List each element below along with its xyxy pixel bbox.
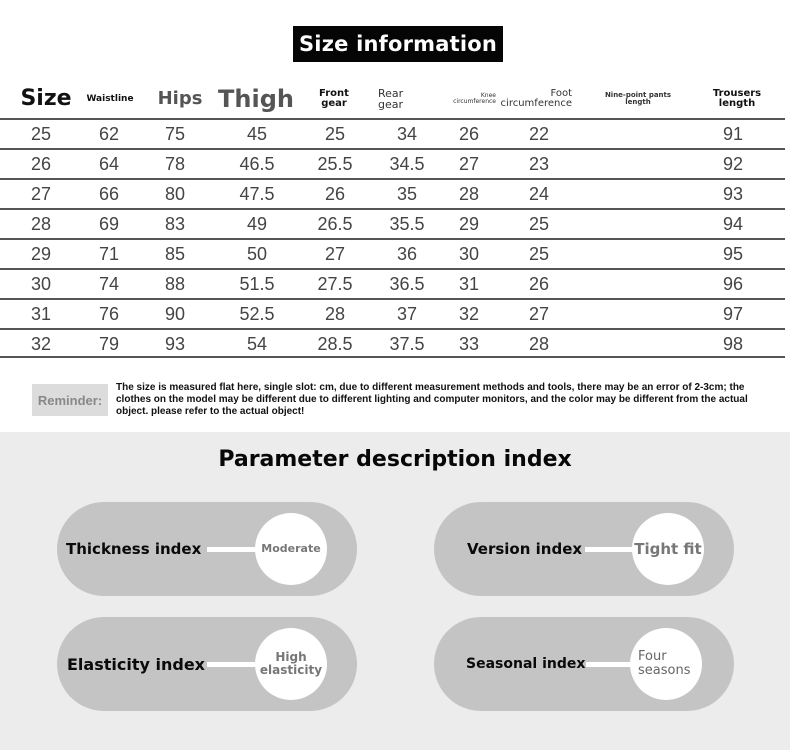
reminder-note: [32, 382, 760, 418]
elasticity-index-card: [57, 617, 357, 711]
seasonal-index-card: [434, 617, 734, 711]
table-row: 26 64 78 46.5 25.5 34.5 27 23 92: [0, 148, 785, 178]
thickness-index-label: Thickness index: [66, 540, 202, 558]
connector-line: [207, 662, 257, 667]
header-size: Size: [20, 86, 72, 111]
table-row: 29 71 85 50 27 36 30 25 95: [0, 238, 785, 268]
table-row: 28 69 83 49 26.5 35.5 29 25 94: [0, 208, 785, 238]
table-row: 32 79 93 54 28.5 37.5 33 28 98: [0, 328, 785, 358]
version-index-card: [434, 502, 734, 596]
connector-line: [585, 547, 635, 552]
thickness-index-card: [57, 502, 357, 596]
reminder-text: The size is measured flat here, single slot: cm, due to different measurement methods and tools, there may be an error of 2-3cm; the clothes on the model may be different due to different lighting and computer monitors, and the color may be different from the actual object. please refer to the actual object!: [116, 382, 748, 417]
thickness-index-value: Moderate: [255, 513, 327, 585]
header-hips: Hips: [157, 88, 203, 109]
connector-line: [207, 547, 257, 552]
header-front-gear: Front gear: [319, 88, 349, 109]
elasticity-index-value: High elasticity: [255, 628, 327, 700]
header-trousers-length: Trousers length: [712, 88, 762, 109]
size-information-title: Size information: [293, 26, 503, 62]
elasticity-index-label: Elasticity index: [67, 654, 205, 674]
seasonal-index-label: Seasonal index: [466, 656, 586, 672]
table-row: 25 62 75 45 25 34 26 22 91: [0, 118, 785, 148]
table-row: 27 66 80 47.5 26 35 28 24 93: [0, 178, 785, 208]
version-index-value: Tight fit: [632, 513, 704, 585]
header-foot-circumference: Foot circumference: [500, 88, 572, 109]
header-nine-point-pants-length: Nine-point pants length: [604, 91, 672, 106]
header-rear-gear: Rear gear: [378, 87, 404, 111]
parameter-description-section: [0, 432, 790, 750]
table-row: 31 76 90 52.5 28 37 32 27 97: [0, 298, 785, 328]
header-waistline: Waistline: [86, 93, 134, 104]
header-knee-circumference: Knee circumference: [453, 92, 496, 105]
version-index-label: Version index: [467, 540, 583, 558]
size-table-header: [0, 80, 790, 118]
connector-line: [586, 662, 634, 667]
reminder-label: Reminder:: [32, 384, 108, 416]
parameter-description-title: Parameter description index: [218, 447, 572, 472]
seasonal-index-value: Four seasons: [630, 628, 702, 700]
table-row: 30 74 88 51.5 27.5 36.5 31 26 96: [0, 268, 785, 298]
header-thigh: Thigh: [218, 85, 294, 113]
